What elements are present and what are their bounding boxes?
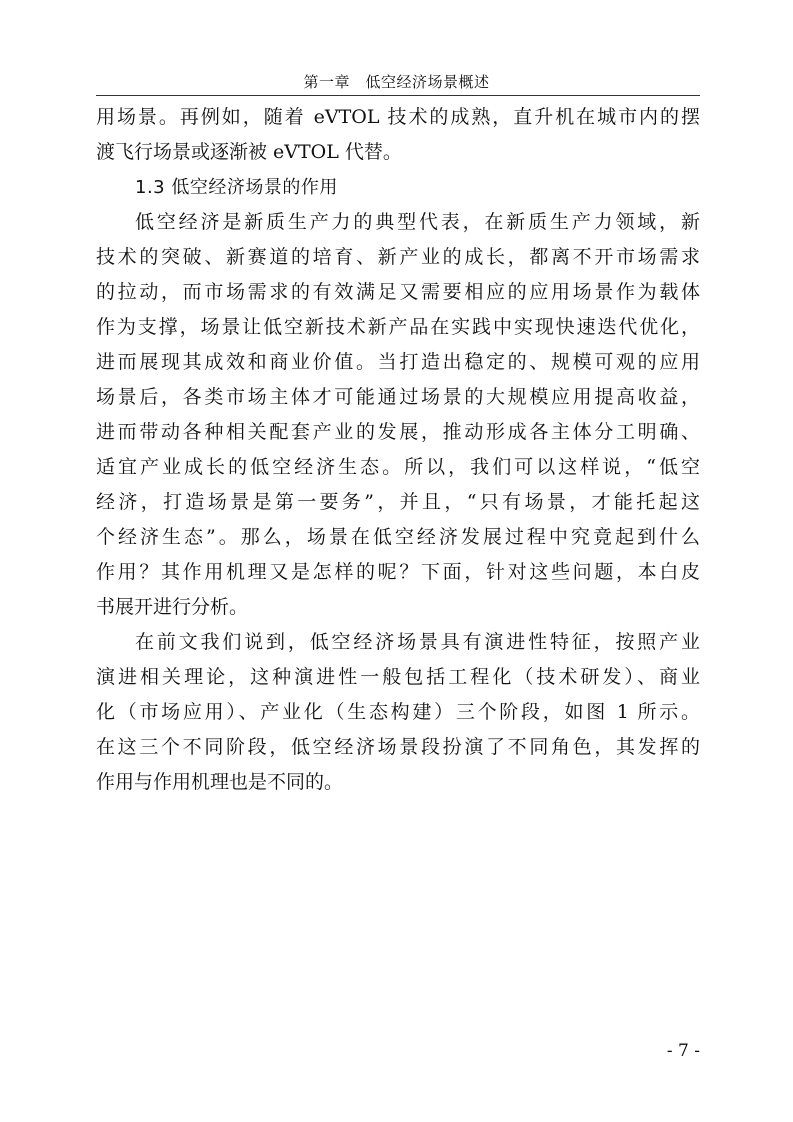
text-line: 在前文我们说到，低空经济场景具有演进性特征，按照产业: [135, 631, 700, 653]
paragraph-evolution-stages: [96, 625, 700, 800]
text-line: 用场景。再例如，随着 eVTOL 技术的成熟，直升机在城市内的摆: [96, 106, 700, 128]
text-line: 进而展现其成效和商业价值。当打造出稳定的、规模可观的应用: [96, 351, 700, 373]
text-line: 经济，打造场景是第一要务”，并且，“只有场景，才能托起这: [96, 491, 700, 513]
section-heading: 1.3 低空经济场景的作用: [135, 177, 338, 198]
running-header: 第一章 低空经济场景概述: [303, 73, 490, 91]
continuation-paragraph: [96, 100, 700, 170]
text-line: 适宜产业成长的低空经济生态。所以，我们可以这样说，“低空: [96, 456, 700, 478]
text-line: 演进相关理论，这种演进性一般包括工程化（技术研发）、商业: [96, 666, 700, 688]
text-line: 进而带动各种相关配套产业的发展，推动形成各主体分工明确、: [96, 421, 700, 443]
text-line: 作用？其作用机理又是怎样的呢？下面，针对这些问题，本白皮: [96, 561, 700, 583]
text-line: 渡飞行场景或逐渐被 eVTOL 代替。: [96, 141, 402, 163]
text-line: 个经济生态”。那么，场景在低空经济发展过程中究竟起到什么: [96, 526, 700, 548]
text-line: 作用与作用机理也是不同的。: [96, 771, 344, 793]
text-line: 场景后，各类市场主体才可能通过场景的大规模应用提高收益，: [96, 386, 700, 408]
text-line: 化（市场应用）、产业化（生态构建）三个阶段，如图 1 所示。: [96, 701, 700, 723]
header-divider: [96, 95, 700, 96]
text-line: 技术的突破、新赛道的培育、新产业的成长，都离不开市场需求: [96, 246, 700, 268]
text-line: 作为支撑，场景让低空新技术新产品在实践中实现快速迭代优化，: [96, 316, 700, 338]
paragraph-scene-role: [96, 205, 700, 625]
text-line: 在这三个不同阶段，低空经济场景段扮演了不同角色，其发挥的: [96, 736, 700, 758]
text-line: 的拉动，而市场需求的有效满足又需要相应的应用场景作为载体: [96, 281, 700, 303]
text-line: 书展开进行分析。: [96, 596, 249, 618]
text-line: 低空经济是新质生产力的典型代表，在新质生产力领域，新: [135, 211, 700, 233]
page-number: - 7 -: [666, 1041, 700, 1061]
document-body: [96, 100, 700, 800]
